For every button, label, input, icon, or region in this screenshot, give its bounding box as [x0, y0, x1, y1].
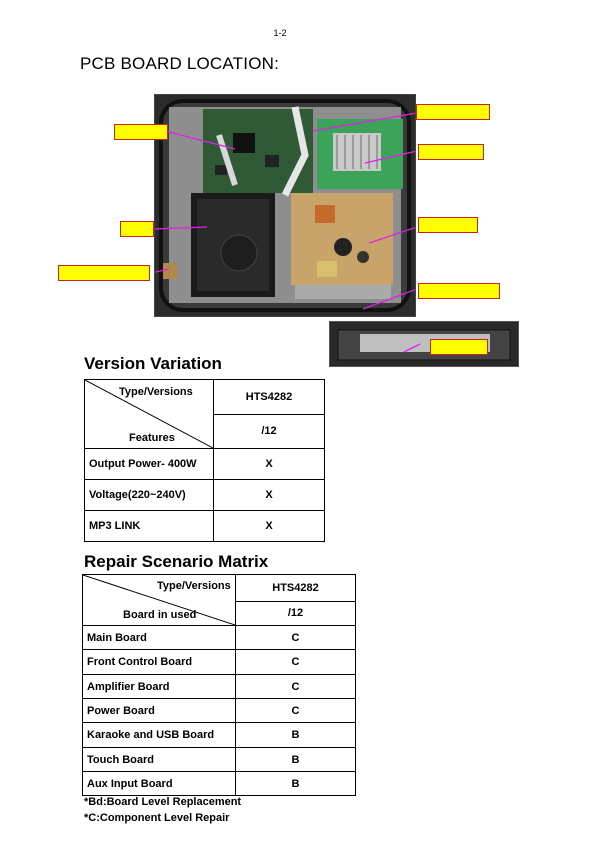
repair-corner-cell [83, 575, 236, 626]
repair-code: C [236, 675, 356, 699]
touch-photo-drawing [330, 322, 518, 366]
version-corner-cell [85, 380, 214, 449]
table-row [83, 650, 356, 675]
feature-mark: X [214, 480, 325, 511]
repair-matrix-heading: Repair Scenario Matrix [84, 552, 269, 571]
version-variation-heading: Version Variation [84, 354, 222, 373]
table-row [85, 511, 325, 542]
feature-cell: MP3 LINK [85, 511, 214, 542]
callout-label-karaoke-usb [418, 283, 500, 299]
repair-code-cell: /12 [236, 601, 356, 625]
board-cell: Touch Board [83, 748, 236, 772]
version-code-cell: /12 [214, 414, 325, 449]
callout-label-power [418, 217, 478, 233]
touch-board-photo [329, 321, 519, 367]
board-cell: Front Control Board [83, 650, 236, 675]
table-row [83, 675, 356, 699]
note-component-level: *C:Component Level Repair [84, 812, 230, 824]
version-variation-table [84, 379, 325, 542]
version-corner-bottom: Features [129, 432, 175, 444]
callout-label-aux-board [58, 265, 150, 281]
version-corner-top: Type/Versions [119, 386, 193, 398]
board-cell: Amplifier Board [83, 675, 236, 699]
repair-corner-bottom: Board in used [123, 609, 197, 621]
feature-mark: X [214, 511, 325, 542]
page-number: 1-2 [273, 28, 287, 38]
version-model-cell: HTS4282 [214, 380, 325, 415]
repair-code: B [236, 748, 356, 772]
callout-label-amplifier [418, 144, 484, 160]
feature-cell: Output Power- 400W [85, 449, 214, 480]
callout-label-main-board [114, 124, 168, 140]
table-row [85, 449, 325, 480]
note-board-level: *Bd:Board Level Replacement [84, 796, 242, 808]
board-cell: Karaoke and USB Board [83, 723, 236, 748]
repair-matrix-table [82, 574, 356, 796]
callout-label-touch [430, 339, 488, 355]
page-title: PCB BOARD LOCATION: [80, 54, 280, 73]
feature-cell: Voltage(220~240V) [85, 480, 214, 511]
board-cell: Aux Input Board [83, 772, 236, 796]
feature-mark: X [214, 449, 325, 480]
table-row [85, 480, 325, 511]
table-row [83, 748, 356, 772]
repair-model-cell: HTS4282 [236, 575, 356, 602]
board-cell: Power Board [83, 699, 236, 723]
repair-corner-top: Type/Versions [157, 580, 231, 592]
table-row [83, 699, 356, 723]
callout-label-loader [120, 221, 154, 237]
board-cell: Main Board [83, 626, 236, 650]
table-row [83, 772, 356, 796]
callout-arrows [155, 95, 415, 316]
table-row [83, 626, 356, 650]
repair-code: C [236, 626, 356, 650]
callout-label-front-board [416, 104, 490, 120]
pcb-location-photo [154, 94, 416, 317]
repair-code: B [236, 772, 356, 796]
repair-code: B [236, 723, 356, 748]
repair-code: C [236, 699, 356, 723]
table-row [83, 723, 356, 748]
repair-code: C [236, 650, 356, 675]
